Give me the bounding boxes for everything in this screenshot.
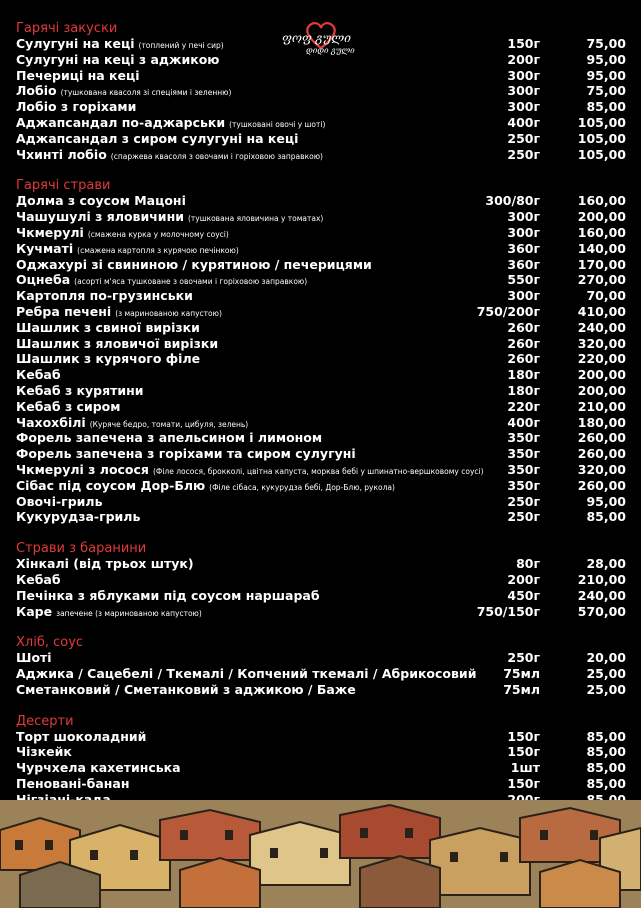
menu-item-name-group	[16, 383, 144, 399]
menu-item	[16, 682, 626, 698]
menu-item	[16, 572, 626, 588]
menu-item-name: Сметанковий / Сметанковий з аджикою / Баже	[16, 681, 356, 697]
menu-item-name: Чкмерулі	[16, 224, 84, 240]
menu-item-weight: 1шт	[510, 760, 540, 776]
menu-item-name-group	[16, 729, 146, 745]
menu-item	[16, 209, 626, 225]
menu-item-name-group	[16, 320, 200, 336]
menu-item-price: 200,00	[577, 209, 626, 225]
menu-item	[16, 83, 626, 99]
menu-item-name: Пеновані-банан	[16, 776, 130, 792]
menu-item-name-group	[16, 572, 61, 588]
menu-item-price: 105,00	[577, 114, 626, 130]
menu-item-price: 260,00	[577, 477, 626, 493]
menu-item	[16, 131, 626, 147]
menu-item	[16, 744, 626, 760]
menu-item-note: (тушковані овочі у шоті)	[229, 119, 326, 129]
menu-item	[16, 367, 626, 383]
menu-item-name: Аджапсандал по-аджарськи	[16, 114, 226, 130]
menu-item-name-group	[16, 336, 218, 352]
menu-item-name: Торт шоколадний	[16, 728, 147, 744]
menu-item-name: Аджика / Сацебелі / Ткемалі / Копчений ткемалі / Абрикосовий	[16, 666, 477, 682]
menu-item-name: Чашушулі з яловичини	[16, 209, 184, 225]
menu-item-price: 75,00	[586, 36, 626, 51]
menu-item-price: 95,00	[586, 67, 626, 83]
menu-item-note: (тушкована квасоля зі спеціями і зеленню)	[60, 88, 232, 98]
menu-item-price: 210,00	[577, 571, 626, 587]
menu-item-weight: 300г	[507, 209, 540, 225]
menu-item-price: 105,00	[577, 130, 626, 146]
menu-item	[16, 36, 626, 52]
menu-item-weight: 400г	[507, 414, 540, 430]
menu-item-name: Форель запечена з горіхами та сиром сулугуні	[16, 446, 356, 462]
menu-item-weight: 150г	[507, 728, 540, 744]
menu-item-name-group	[16, 509, 140, 525]
menu-item	[16, 336, 626, 352]
menu-item-weight: 150г	[507, 36, 540, 51]
menu-item-weight: 250г	[507, 509, 540, 525]
menu-item-name: Кебаб	[16, 571, 61, 587]
menu-item-name-group	[16, 650, 52, 666]
menu-item-name-group	[16, 604, 202, 622]
menu-item-name-group	[16, 131, 298, 147]
menu-item-weight: 80г	[516, 556, 540, 572]
menu-item	[16, 320, 626, 336]
menu-item-price: 140,00	[577, 240, 626, 256]
menu-item-name: Оджахурі зі свининою / курятиною / печерицями	[16, 256, 372, 272]
menu-item-price: 85,00	[586, 99, 626, 115]
menu-item-name-group	[16, 399, 120, 415]
menu-item-name: Чахохбілі	[16, 414, 86, 430]
section-title: Хліб, соус	[16, 635, 84, 651]
menu-item-note: (смажена курка у молочному соусі)	[87, 229, 229, 239]
menu-item-name-group	[16, 494, 102, 510]
menu-item-weight: 260г	[507, 335, 540, 351]
menu-item-weight: 260г	[507, 319, 540, 335]
menu-item-price: 85,00	[586, 776, 626, 792]
menu-section	[16, 635, 626, 697]
menu-item	[16, 225, 626, 241]
menu-item-weight: 350г	[507, 446, 540, 462]
menu-item	[16, 383, 626, 399]
menu-item	[16, 99, 626, 115]
menu-item-name: Сулугуні на кеці	[16, 36, 135, 51]
menu-item-weight: 260г	[507, 351, 540, 367]
menu-item	[16, 462, 626, 478]
menu-item-name: Чхинті лобіо	[16, 146, 107, 162]
menu-item-name-group	[16, 257, 372, 273]
menu-item	[16, 494, 626, 510]
menu-item-weight: 250г	[507, 130, 540, 146]
menu-item-name-group	[16, 99, 136, 115]
menu-section	[16, 541, 626, 619]
menu-item-price: 25,00	[586, 666, 626, 682]
menu-item-price: 75,00	[586, 83, 626, 99]
menu-item-weight: 300г	[507, 224, 540, 240]
menu-item-name: Лобіо	[16, 83, 57, 99]
menu-item	[16, 147, 626, 163]
menu-item-weight: 350г	[507, 430, 540, 446]
menu-item-name: Сібас під соусом Дор-Блю	[16, 477, 206, 493]
menu-item-name: Овочі-гриль	[16, 493, 103, 509]
menu-item-price: 240,00	[577, 587, 626, 603]
menu-item	[16, 446, 626, 462]
menu-item-note: (смажена картопля з курячою печінкою)	[77, 245, 239, 255]
menu-item	[16, 509, 626, 525]
menu-item	[16, 68, 626, 84]
menu-item-note: (топлений у печі сир)	[138, 41, 224, 50]
menu-item-name: Шашлик з свиної вирізки	[16, 319, 200, 335]
menu-item-name-group	[16, 52, 219, 68]
menu-item-note: (спаржева квасоля з овочами і горіховою заправкою)	[110, 151, 323, 161]
logo-subtitle: დიდი გული	[306, 46, 355, 55]
menu-item-note: (асорті м'яса тушковане з овочами і горіховою заправкою)	[74, 277, 308, 287]
section-title: Гарячі страви	[16, 178, 111, 194]
menu-item-name: Кучматі	[16, 240, 74, 256]
menu-item-name: Печінка з яблуками під соусом наршараб	[16, 587, 320, 603]
logo-script: ფოფ გული	[282, 31, 351, 45]
menu-item-price: 210,00	[577, 398, 626, 414]
menu-item-weight: 300г	[507, 99, 540, 115]
menu-item-weight: 250г	[507, 493, 540, 509]
menu-item	[16, 257, 626, 273]
menu-item-name: Форель запечена з апельсином і лимоном	[16, 430, 323, 446]
menu-item	[16, 415, 626, 431]
menu	[16, 21, 626, 824]
menu-item-name-group	[16, 430, 322, 446]
menu-item-weight: 75мл	[503, 681, 540, 697]
menu-item-name: Сулугуні на кеці з аджикою	[16, 51, 220, 67]
menu-section	[16, 21, 626, 162]
menu-item-price: 260,00	[577, 430, 626, 446]
menu-item	[16, 351, 626, 367]
menu-item-name-group	[16, 446, 356, 462]
menu-item-name: Печериці на кеці	[16, 67, 140, 83]
menu-item-price: 160,00	[577, 193, 626, 209]
menu-item-name: Шашлик з курячого філе	[16, 351, 201, 367]
menu-item	[16, 430, 626, 446]
menu-item-weight: 180г	[507, 382, 540, 398]
menu-item-name-group	[16, 556, 194, 572]
section-title: Страви з баранини	[16, 541, 147, 557]
menu-item-price: 260,00	[577, 446, 626, 462]
menu-item-price: 220,00	[577, 351, 626, 367]
menu-section	[16, 178, 626, 525]
menu-item-weight: 400г	[507, 114, 540, 130]
menu-item-weight: 75мл	[503, 666, 540, 682]
menu-item-name-group	[16, 588, 320, 604]
menu-item-weight: 250г	[507, 650, 540, 666]
menu-item-weight: 300г	[507, 67, 540, 83]
menu-item-price: 70,00	[586, 288, 626, 304]
menu-item-name: Кебаб з сиром	[16, 398, 121, 414]
section-title: Десерти	[16, 713, 74, 729]
menu-item-name-group	[16, 193, 186, 209]
menu-item-price: 170,00	[577, 256, 626, 272]
menu-item	[16, 115, 626, 131]
menu-item-name: Шоті	[16, 650, 52, 666]
menu-item	[16, 193, 626, 209]
menu-item-weight: 180г	[507, 367, 540, 383]
menu-item-note: (тушкована яловичина у томатах)	[187, 214, 324, 224]
menu-item	[16, 760, 626, 776]
menu-item	[16, 604, 626, 620]
menu-item-price: 240,00	[577, 319, 626, 335]
menu-item-name-group	[16, 744, 72, 760]
menu-item	[16, 304, 626, 320]
menu-item-name-group	[16, 288, 193, 304]
menu-item-name: Каре	[16, 603, 53, 619]
menu-section	[16, 714, 626, 808]
menu-item	[16, 399, 626, 415]
menu-item-weight: 550г	[507, 272, 540, 288]
menu-item-name-group	[16, 367, 61, 383]
menu-item-note: (Куряче бедро, томати, цибуля, зелень)	[89, 419, 249, 429]
menu-item-weight: 200г	[507, 571, 540, 587]
menu-item-weight: 300г	[507, 83, 540, 99]
menu-item	[16, 776, 626, 792]
menu-item	[16, 556, 626, 572]
menu-item-name: Чурчхела кахетинська	[16, 760, 181, 776]
menu-item-name-group	[16, 682, 356, 698]
menu-item-note: (з маринованою капустою)	[115, 308, 222, 318]
menu-item-note: (Філе сібаса, кукурудза бебі, Дор-Блю, рукола)	[209, 482, 395, 492]
menu-item-weight: 300/80г	[485, 193, 540, 209]
menu-item-price: 95,00	[586, 51, 626, 67]
menu-item-price: 28,00	[586, 556, 626, 572]
menu-item-name: Лобіо з горіхами	[16, 99, 137, 115]
menu-item-name: Долма з соусом Мацоні	[16, 193, 186, 209]
menu-item-name: Аджапсандал з сиром сулугуні на кеці	[16, 130, 299, 146]
menu-item-weight: 750/200г	[476, 303, 540, 319]
menu-item-name-group	[16, 68, 140, 84]
menu-item	[16, 288, 626, 304]
menu-item-name-group	[16, 666, 476, 682]
menu-item-name: Оцнеба	[16, 272, 71, 288]
menu-item-name: Кебаб з курятини	[16, 382, 144, 398]
menu-item-weight: 220г	[507, 398, 540, 414]
menu-item	[16, 478, 626, 494]
menu-item-name: Кебаб	[16, 367, 61, 383]
menu-item-price: 160,00	[577, 224, 626, 240]
menu-item-name: Хінкалі (від трьох штук)	[16, 556, 194, 572]
menu-item-weight: 750/150г	[476, 603, 540, 619]
menu-item	[16, 666, 626, 682]
section-title: Гарячі закуски	[16, 21, 118, 36]
menu-item-price: 85,00	[586, 728, 626, 744]
menu-item-price: 270,00	[577, 272, 626, 288]
menu-item-name: Шашлик з яловичої вирізки	[16, 335, 219, 351]
menu-item-price: 85,00	[586, 744, 626, 760]
menu-item-name: Чкмерулі з лосося	[16, 461, 149, 477]
menu-item-weight: 200г	[507, 51, 540, 67]
menu-item-name-group	[16, 147, 323, 165]
menu-item-price: 85,00	[586, 760, 626, 776]
menu-item-name: Ребра печені	[16, 303, 112, 319]
menu-item-price: 570,00	[577, 603, 626, 619]
menu-item-price: 105,00	[577, 146, 626, 162]
menu-item-weight: 450г	[507, 587, 540, 603]
menu-item-weight: 150г	[507, 776, 540, 792]
menu-item-note: запечене (з маринованою капустою)	[56, 608, 202, 618]
menu-item-weight: 350г	[507, 477, 540, 493]
menu-item-price: 95,00	[586, 493, 626, 509]
menu-item-weight: 300г	[507, 288, 540, 304]
menu-item-weight: 150г	[507, 744, 540, 760]
menu-item-price: 200,00	[577, 382, 626, 398]
menu-item	[16, 272, 626, 288]
menu-item-price: 20,00	[586, 650, 626, 666]
menu-item	[16, 729, 626, 745]
city-painting-image	[0, 800, 641, 908]
menu-item	[16, 650, 626, 666]
menu-item-note: (Філе лосося, брокколі, цвітна капуста, морква бебі у шпинатно-вершковому соусі)	[152, 466, 484, 476]
menu-item-price: 320,00	[577, 335, 626, 351]
menu-item-price: 410,00	[577, 303, 626, 319]
menu-item-price: 180,00	[577, 414, 626, 430]
menu-item	[16, 241, 626, 257]
menu-item-name: Чізкейк	[16, 744, 72, 760]
menu-item-name: Картопля по-грузинськи	[16, 288, 193, 304]
menu-item-weight: 350г	[507, 461, 540, 477]
decorative-painting	[0, 800, 641, 908]
menu-item-price: 85,00	[586, 509, 626, 525]
menu-item-weight: 360г	[507, 240, 540, 256]
menu-item-price: 25,00	[586, 681, 626, 697]
menu-item-price: 320,00	[577, 461, 626, 477]
menu-item-name: Кукурудза-гриль	[16, 509, 141, 525]
menu-item	[16, 588, 626, 604]
menu-item-name-group	[16, 776, 130, 792]
menu-item	[16, 52, 626, 68]
menu-item-price: 200,00	[577, 367, 626, 383]
menu-item-weight: 360г	[507, 256, 540, 272]
menu-item-name-group	[16, 760, 181, 776]
menu-item-name-group	[16, 351, 200, 367]
menu-item-weight: 250г	[507, 146, 540, 162]
